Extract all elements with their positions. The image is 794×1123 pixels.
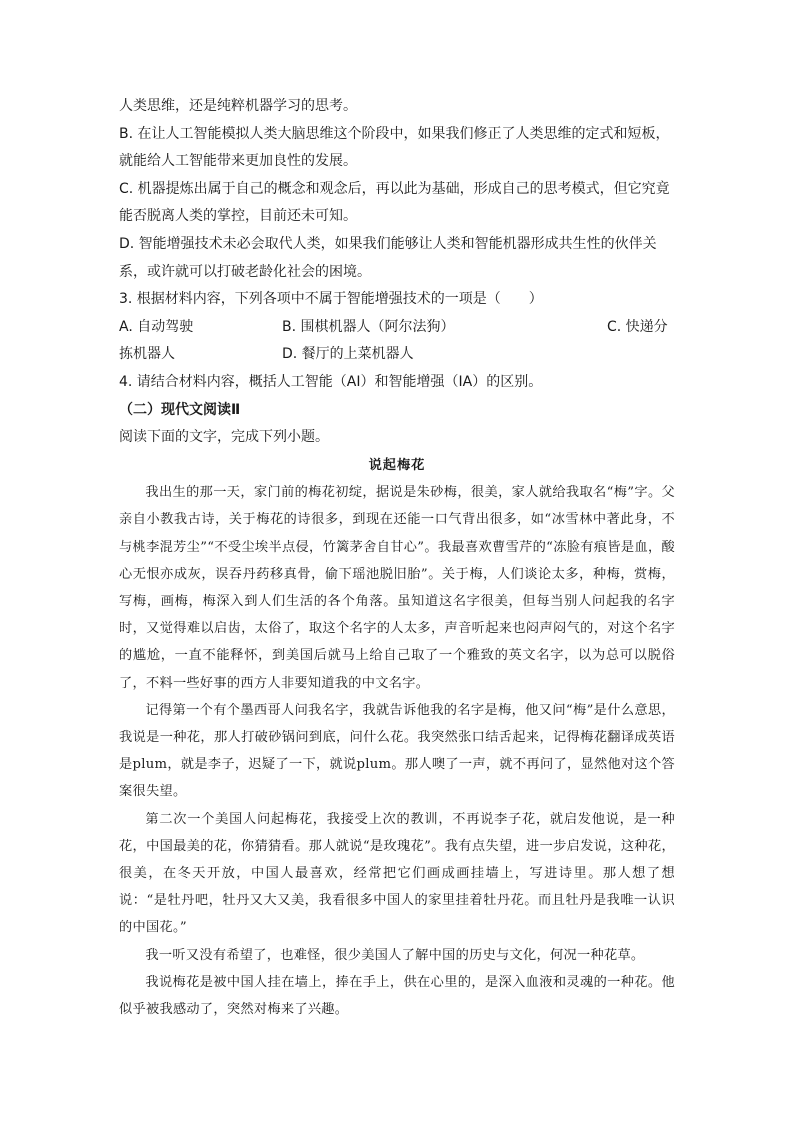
option-d-line-2: 系，或许就可以打破老龄化社会的困境。	[119, 263, 371, 280]
option-b-line-2: 就能给人工智能带来更加良性的发展。	[119, 153, 357, 170]
story-paragraph: 第二次一个美国人问起梅花，我接受上次的教训，不再说李子花，就启发他说，是一种花，中国最美的花，你猜猜看。那人就说“是玫瑰花”。我有点失望，进一步启发说，这种花，很美，在冬天开放，中国人最喜欢，经常把它们画成画挂墙上，写进诗里。那人想了想说：“是牡丹吧，牡丹又大又美，我看很多中国人的家里挂着牡丹花。而且牡丹是我唯一认识的中国花。”	[119, 811, 675, 936]
question-3-options-row-2	[119, 341, 679, 369]
question-section	[119, 93, 679, 452]
option-b-line-1: B. 在让人工智能模拟人类大脑思维这个阶段中，如果我们修正了人类思维的定式和短板，	[119, 125, 670, 142]
story-passage	[119, 452, 675, 1023]
story-paragraph: 我一听又没有希望了，也难怪，很少美国人了解中国的历史与文化，何况一种花草。	[145, 947, 645, 963]
question-3-option-a: A. 自动驾驶	[119, 318, 194, 335]
story-title: 说起梅花	[368, 458, 426, 473]
option-c-line-1: C. 机器提炼出属于自己的概念和观念后，再以此为基础，形成自己的思考模式，但它究竟	[119, 180, 670, 197]
question-3-options-row-1	[119, 314, 679, 342]
question-3-option-b: B. 围棋机器人（阿尔法狗）	[282, 318, 455, 335]
option-c-line-2: 能否脱离人类的掌控，目前还未可知。	[119, 208, 357, 225]
question-3-option-d: D. 餐厅的上菜机器人	[282, 346, 414, 363]
story-paragraph: 记得第一个有个墨西哥人问我名字，我就告诉他我的名字是梅，他又问“梅”是什么意思，我说是一种花，那人打破砂锅问到底，问什么花。我突然张口结舌起来，记得梅花翻译成英语是plum，就是李子，迟疑了一下，就说plum。那人噢了一声，就不再问了，显然他对这个答案很失望。	[119, 702, 675, 800]
reading-instruction: 阅读下面的文字，完成下列小题。	[119, 429, 329, 446]
question-3-option-c-continuation: 拣机器人	[119, 346, 175, 363]
story-paragraph: 我说梅花是被中国人挂在墙上，捧在手上，供在心里的，是深入血液和灵魂的一种花。他似乎被我感动了，突然对梅来了兴趣。	[119, 974, 675, 1018]
question-3: 3. 根据材料内容，下列各项中不属于智能增强技术的一项是（ ）	[119, 291, 543, 308]
question-3-option-c: C. 快递分	[607, 318, 668, 335]
option-a-continuation: 人类思维，还是纯粹机器学习的思考。	[119, 98, 357, 114]
option-d-line-1: D. 智能增强技术未必会取代人类，如果我们能够让人类和智能机器形成共生性的伙伴关	[119, 235, 657, 252]
question-4: 4. 请结合材料内容，概括人工智能（AI）和智能增强（IA）的区别。	[119, 373, 543, 390]
story-paragraph: 我出生的那一天，家门前的梅花初绽，据说是朱砂梅，很美，家人就给我取名“梅”字。父亲自小教我古诗，关于梅花的诗很多，到现在还能一口气背出很多，如“冰雪林中著此身，不与桃李混芳尘”“不受尘埃半点侵，竹篱茅舍自甘心”。我最喜欢曹雪芹的“冻脸有痕皆是血，酸心无恨亦成灰，误吞丹药移真骨，偷下瑶池脱旧胎”。关于梅，人们谈论太多，种梅，赏梅，写梅，画梅，梅深入到人们生活的各个角落。虽知道这名字很美，但每当别人问起我的名字时，又觉得难以启齿，太俗了，取这个名字的人太多，声音听起来也闷声闷气的，对这个名字的尴尬，一直不能释怀，到美国后就马上给自己取了一个雅致的英文名字，以为总可以脱俗了，不料一些好事的西方人非要知道我的中文名字。	[119, 485, 675, 691]
section-heading: （二）现代文阅读Ⅱ	[119, 401, 241, 418]
